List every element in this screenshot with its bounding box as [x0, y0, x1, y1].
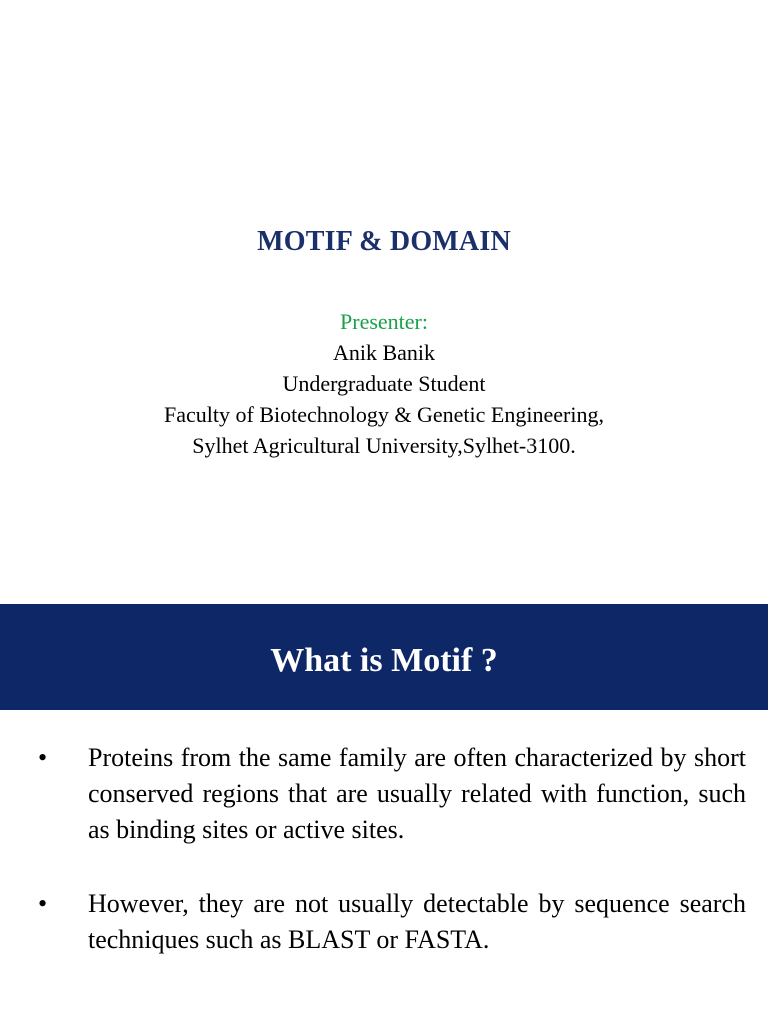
presenter-university: Sylhet Agricultural University,Sylhet-3100.	[192, 433, 576, 458]
slide-title: MOTIF & DOMAIN	[257, 226, 511, 257]
presenter-label: Presenter:	[340, 309, 428, 334]
presenter-role: Undergraduate Student	[282, 371, 486, 396]
bullet-icon: •	[38, 743, 48, 772]
presenter-faculty: Faculty of Biotechnology & Genetic Engineering,	[164, 402, 604, 427]
bullet-text: However, they are not usually detectable by sequence search techniques such as BLAST or FASTA.	[88, 889, 746, 954]
section-title: What is Motif ?	[270, 642, 498, 679]
bullet-text: Proteins from the same family are often characterized by short conserved regions that are usually related with function, such as binding sites or active sites.	[88, 743, 746, 844]
bullet-icon: •	[38, 889, 48, 918]
presenter-info	[0, 306, 768, 461]
presenter-name: Anik Banik	[332, 340, 436, 365]
